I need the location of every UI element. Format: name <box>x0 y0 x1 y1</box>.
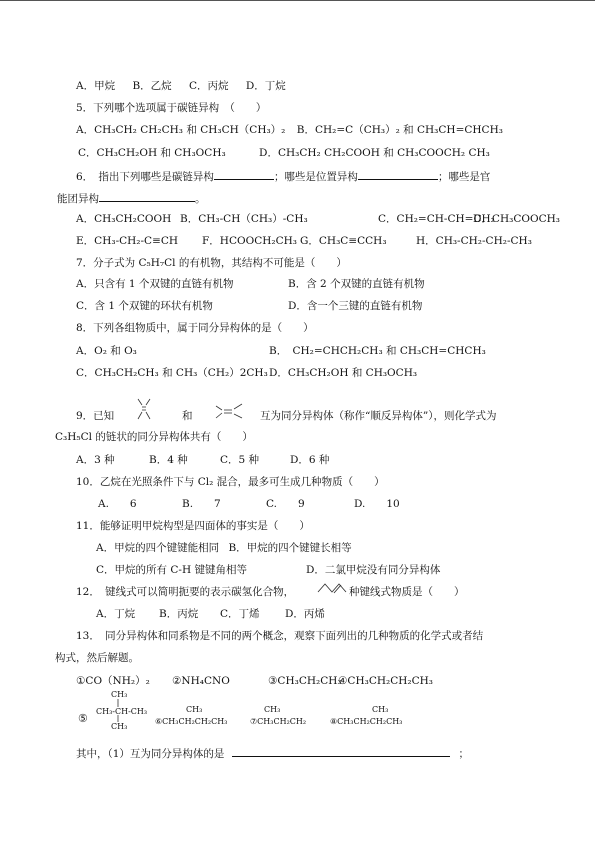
structure-6-main: ⑥CH₃CH₂CH₂CH₃ <box>155 717 228 726</box>
q13-sub1 <box>76 745 469 761</box>
q6-option-h: H．CH₃-CH₂-CH₂-CH₃ <box>416 235 532 247</box>
q11-option-c: C．甲烷的所有 C-H 键键角相等 <box>96 564 247 576</box>
q6-option-g: G．CH₃C≡CCH₃ <box>300 235 387 247</box>
structure-6-top: CH₃ <box>186 705 203 714</box>
skeletal-formula-structure <box>316 580 350 596</box>
q6-option-b: B．CH₃-CH（CH₃）-CH₃ <box>180 213 308 225</box>
q5-option-c: C．CH₃CH₂OH 和 CH₃OCH₃ <box>78 147 226 159</box>
q8-option-a: A．O₂ 和 O₃ <box>76 345 137 357</box>
q13-item-2: ②NH₄CNO <box>172 675 230 687</box>
q6-option-d: D．CH₃COOCH₃ <box>473 213 560 225</box>
structure-5-bonds <box>117 699 120 723</box>
q8-option-c: C．CH₃CH₂CH₃ 和 CH₃（CH₂）2CH₃ <box>76 367 268 379</box>
q13-item-4: ④CH₃CH₂CH₂CH₃ <box>338 675 434 687</box>
q11-stem: 11．能够证明甲烷构型是四面体的事实是（ ） <box>76 520 310 532</box>
structure-5-top: CH₃ <box>111 690 128 699</box>
q11-option-a: A．甲烷的四个键键能相同 <box>96 542 220 554</box>
q11-row1 <box>96 541 352 555</box>
q11-option-b: B．甲烷的四个键键长相等 <box>228 542 352 554</box>
q6-option-f: F．HCOOCH₂CH₃ <box>202 235 297 247</box>
q9-option-a: A．3 种 <box>76 454 115 466</box>
q7-option-c: C．含 1 个双键的环状有机物 <box>76 300 213 312</box>
structure-7-main: ⑦CH₃CH₂CH₂ <box>250 717 307 726</box>
q6-option-e: E．CH₃-CH₂-C≡CH <box>76 235 179 247</box>
cis-isomer-structure <box>130 393 158 427</box>
circled-5-mark: ⑤ <box>78 712 88 725</box>
q12-option-d: D．丙烯 <box>285 608 325 620</box>
q10-stem: 10．乙烷在光照条件下与 Cl₂ 混合，最多可生成几种物质（ ） <box>76 476 385 488</box>
q13-sub1-text: 其中，（1）互为同分异构体的是 <box>76 748 225 760</box>
q8-option-d: D．CH₃CH₂OH 和 CH₃OCH₃ <box>269 367 418 379</box>
q5-option-b: B．CH₂=C（CH₃）₂ 和 CH₃CH=CHCH₃ <box>296 124 503 136</box>
q4-options <box>76 79 286 93</box>
trans-isomer-structure <box>212 398 252 424</box>
q7-option-b: B．含 2 个双键的直链有机物 <box>288 278 425 290</box>
q6-text-1: 6． 指出下列哪些是碳链异构 <box>76 171 214 183</box>
q5-row2 <box>78 146 490 160</box>
q6-text-3: ；哪些是官 <box>437 171 491 183</box>
q9-text-2: 和 <box>182 410 193 422</box>
q7-option-d: D．含一个三键的直链有机物 <box>288 300 423 312</box>
page-top-rule <box>0 0 595 1</box>
structure-8-top: CH₃ <box>372 705 389 714</box>
q6-option-c: C．CH₂=CH-CH=CH₂ <box>378 213 495 225</box>
q8-option-b: B． CH₂=CHCH₂CH₃ 和 CH₃CH=CHCH₃ <box>269 345 486 357</box>
q9-option-b: B．4 种 <box>149 454 188 466</box>
q7-option-a: A．只含有 1 个双键的直链有机物 <box>76 278 234 290</box>
q6-text-4: 能团异构 <box>57 193 99 205</box>
q4-option-b: B．乙烷 <box>132 80 172 92</box>
q9-text-3: 互为同分异构体（称作“顺反异构体”），则化学式为 <box>260 410 497 422</box>
structure-7-top: CH₃ <box>264 705 281 714</box>
q6-blank-position[interactable] <box>358 168 438 180</box>
q13-sub1-blank[interactable] <box>232 745 450 757</box>
q10-option-c: C. 9 <box>266 498 305 510</box>
q13-item-1: ①CO（NH₂）₂ <box>76 675 150 687</box>
q7-stem: 7．分子式为 C₅H₇Cl 的有机物，其结构不可能是（ ） <box>76 257 347 269</box>
q13-stem-line2: 构式，然后解题。 <box>55 652 139 664</box>
q9-text-1: 9．已知 <box>76 410 115 422</box>
structure-5-main: CH₃-CH-CH₃ <box>96 707 148 716</box>
structure-8-main: ⑧CH₃CH₂CH₂CH₃ <box>330 717 403 726</box>
q6-blank-carbon-chain[interactable] <box>214 168 274 180</box>
q6-stem-line1 <box>76 168 490 184</box>
structure-5-bottom: CH₃ <box>111 722 128 731</box>
q12-option-c: C．丁烯 <box>220 608 260 620</box>
q6-text-5: 。 <box>195 193 206 205</box>
q6-text-2: ；哪些是位置异构 <box>273 171 358 183</box>
q6-stem-line2 <box>57 190 206 206</box>
q13-sub1-end: ； <box>458 748 469 760</box>
q5-option-a: A．CH₃CH₂ CH₂CH₃ 和 CH₃CH（CH₃）₂ <box>76 124 286 136</box>
q12-text-1: 12． 键线式可以简明扼要的表示碳氢化合物， <box>76 586 295 598</box>
q4-option-d: D．丁烷 <box>245 80 286 92</box>
q12-option-a: A．丁烷 <box>96 608 136 620</box>
q13-item-3: ③CH₃CH₂CH₃ <box>268 675 342 687</box>
q4-option-c: C．丙烷 <box>189 80 229 92</box>
q6-option-a: A．CH₃CH₂COOH <box>76 213 172 225</box>
q9-option-d: D．6 种 <box>290 454 330 466</box>
q10-option-b: B. 7 <box>182 498 221 510</box>
q11-option-d: D．二氯甲烷没有同分异构体 <box>306 564 441 576</box>
q9-option-c: C．5 种 <box>220 454 260 466</box>
q6-blank-functional-group[interactable] <box>99 190 195 202</box>
q10-option-d: D. 10 <box>354 498 400 510</box>
q13-stem-line1: 13． 同分异构体和同系物是不同的两个概念，观察下面列出的几种物质的化学式或者结 <box>76 630 484 642</box>
q8-stem: 8．下列各组物质中，属于同分异构体的是（ ） <box>76 322 314 334</box>
q12-text-2: 种键线式物质是（ ） <box>349 586 465 598</box>
q5-option-d: D．CH₃CH₂ CH₂COOH 和 CH₃COOCH₂ CH₃ <box>259 147 490 159</box>
q5-stem: 5．下列哪个选项属于碳链异构 （ ） <box>76 102 267 114</box>
q10-option-a: A. 6 <box>98 498 137 510</box>
q4-option-a: A．甲烷 <box>76 80 116 92</box>
q5-row1 <box>76 123 503 137</box>
q9-stem-line2: C₃H₅Cl 的链状的同分异构体共有（ ） <box>55 431 253 443</box>
q12-option-b: B．丙烷 <box>159 608 199 620</box>
